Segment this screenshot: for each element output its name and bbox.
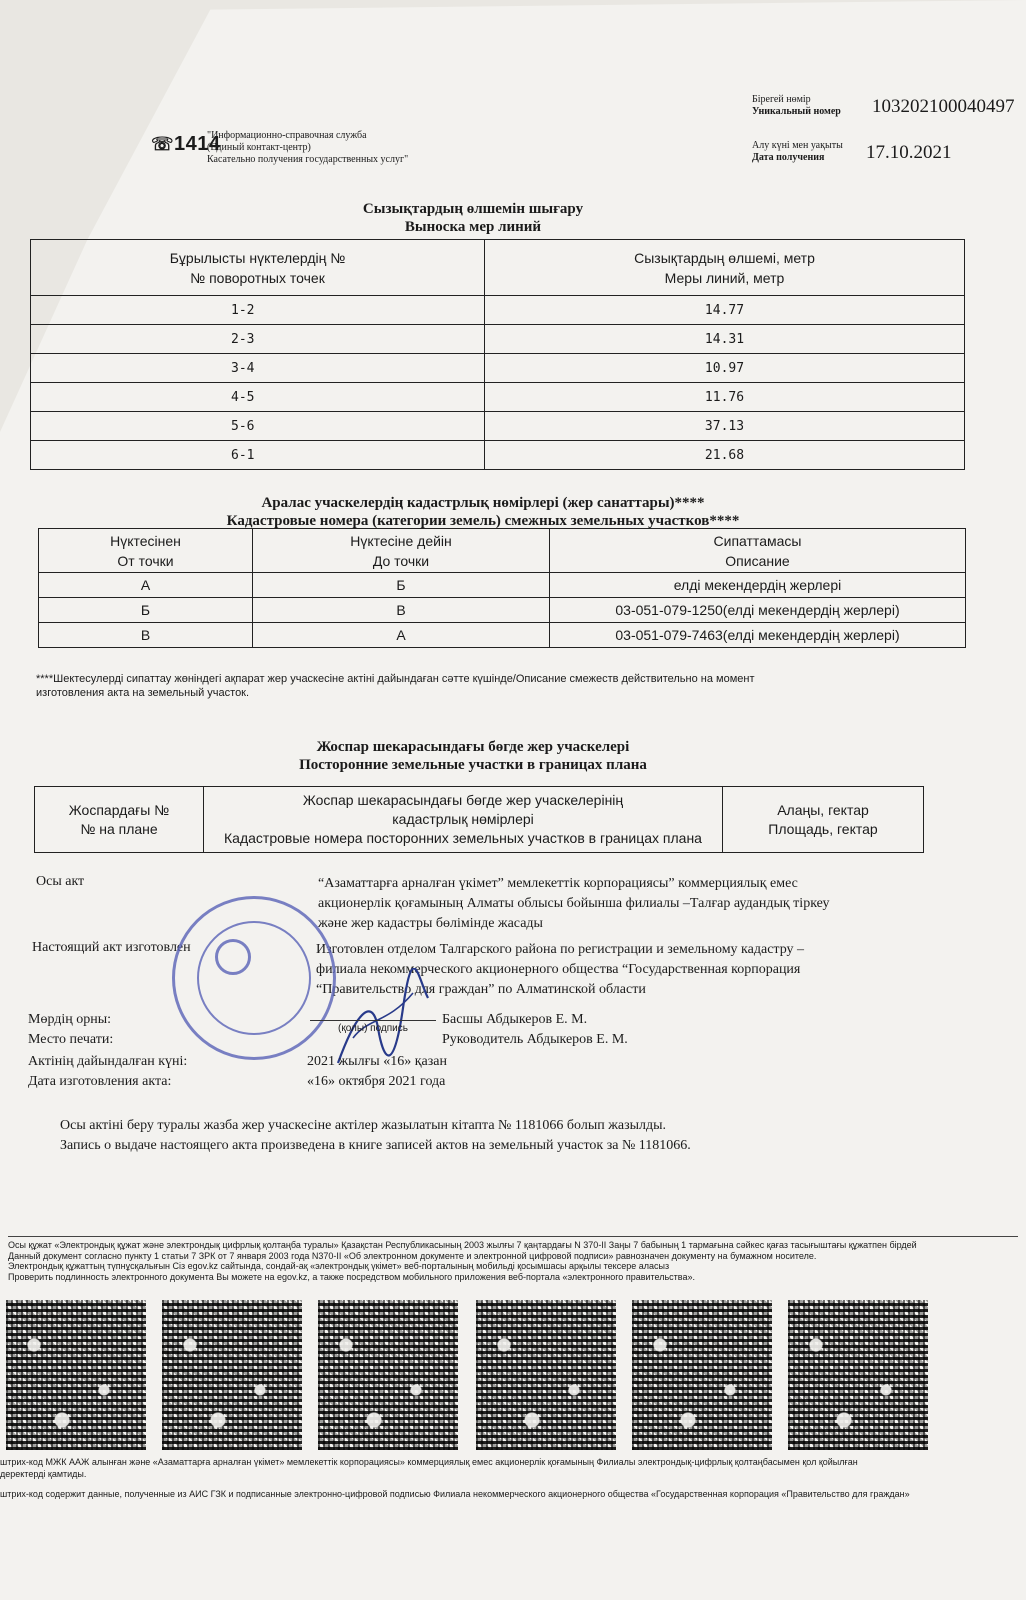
- act-label-kz: Осы акт: [36, 874, 85, 889]
- to-point-header: Нүктесіне дейін До точки: [253, 529, 550, 573]
- cadastral-numbers-header: Жоспар шекарасындағы бөгде жер учаскелерінің кадастрлық нөмірлері Кадастровые номера посторонних земельных участков в границах плана: [204, 787, 723, 853]
- act-label-ru: Настоящий акт изготовлен: [32, 940, 191, 955]
- contact-center-logo: ☏1414: [151, 133, 221, 155]
- table-row: 4-5 11.76: [31, 383, 965, 412]
- adjacent-parcels-table: [38, 528, 966, 648]
- qr-code: [6, 1300, 146, 1450]
- table-row: 1-2 14.77: [31, 296, 965, 325]
- act-date-value: 2021 жылғы «16» қазан «16» октября 2021 года: [307, 1054, 447, 1089]
- receipt-date-value: 17.10.2021: [866, 142, 952, 163]
- head-name: Басшы Абдыкеров Е. М. Руководитель Абдыкеров Е. М.: [442, 1012, 628, 1047]
- from-point-header: Нүктесінен От точки: [39, 529, 253, 573]
- foreign-parcels-table: [34, 786, 924, 853]
- plan-number-header: Жоспардағы № № на плане: [35, 787, 204, 853]
- service-description: "Информационно-справочная служба (Единый контакт-центр) Касательно получения государственных услуг": [207, 130, 409, 165]
- signature-line: [310, 1020, 436, 1021]
- points-column-header: Бұрылысты нүктелердің № № поворотных точек: [31, 240, 485, 296]
- foreign-section-title: Жоспар шекарасындағы бөгде жер учаскелері Посторонние земельные участки в границах плана: [299, 739, 647, 773]
- footer-legal-text: Осы құжат «Электрондық құжат және электрондық цифрлық қолтаңба туралы» Қазақстан Республикасының 2003 жылғы 7 қаңтардағы N 370-II Заңы 7 бабының 1 тармағына сәйкес қағаз тасығыштағы құжатпен бірдей Данный документ согласно пункту 1 статьи 7 ЗРК от 7 января 2003 года N370-II «Об электронном документе и электронной цифровой подписи» равнозначен документу на бумажном носителе. Электрондық құжаттың түпнұсқалығын Сіз egov.kz сайтында, сондай-ақ «электрондық үкімет» веб-порталының мобильді қосымшасы арқылы тексере аласыз Проверить подлинность электронного документа Вы можете на egov.kz, а также посредством мобильного приложения веб-портала «электронного правительства».: [8, 1240, 917, 1282]
- signature-caption: (қолы) подпись: [338, 1023, 408, 1034]
- area-header: Алаңы, гектар Площадь, гектар: [723, 787, 924, 853]
- table-row: Б В 03-051-079-1250(елді мекендердің жерлері): [39, 598, 966, 623]
- unique-number-value: 103202100040497: [872, 96, 1015, 117]
- qr-code: [632, 1300, 772, 1450]
- table-row: 6-1 21.68: [31, 441, 965, 470]
- table-row: 3-4 10.97: [31, 354, 965, 383]
- seal-place-label: Мөрдің орны: Место печати:: [28, 1012, 114, 1047]
- act-text-kz: “Азаматтарға арналған үкімет” мемлекеттік корпорациясы” коммерциялық емес акционерлік қоғамының Алматы облысы бойынша филиалы –Талғар аудандық тіркеу және жер кадастры бөлімінде жасады: [318, 876, 830, 931]
- barcode-note: штрих-код МЖК ААЖ алынған және «Азаматтарға арналған үкімет» мемлекеттік корпорациясы» коммерциялық емес акционерлік қоғамының Филиалы электрондық-цифрлық қолтаңбасымен қол қойылған деректерді қамтиды. штрих-код содержит данные, полученные из АИС ГЗК и подписанные электронно-цифровой подписью Филиала некоммерческого акционерного общества «Государственная корпорация «Правительство для граждан»: [0, 1457, 910, 1499]
- footer-divider: [8, 1236, 1018, 1237]
- act-date-label: Актінің дайындалған күні: Дата изготовления акта:: [28, 1054, 188, 1089]
- act-text-ru: Изготовлен отделом Талгарского района по регистрации и земельному кадастру – филиала некоммерческого акционерного общества “Государственная корпорация “Правительство для граждан” по Алматинской области: [316, 942, 805, 997]
- lines-section-title: Сызықтардың өлшемін шығару Выноска мер линий: [362, 201, 584, 235]
- record-note: Осы актіні беру туралы жазба жер учаскесіне актілер жазылатын кітапта № 1181066 болып жазылды. Запись о выдаче настоящего акта произведена в книге записей актов на земельный участок за № 1181066.: [60, 1118, 691, 1153]
- length-column-header: Сызықтардың өлшемі, метр Меры линий, метр: [485, 240, 965, 296]
- table-row: 5-6 37.13: [31, 412, 965, 441]
- qr-code: [788, 1300, 928, 1450]
- table-row: А Б елді мекендердің жерлері: [39, 573, 966, 598]
- qr-code: [318, 1300, 458, 1450]
- qr-code: [476, 1300, 616, 1450]
- line-measures-table: [30, 239, 965, 470]
- adjacent-section-title: Аралас учаскелердің кадастрлық нөмірлері (жер санаттары)**** Кадастровые номера (категории земель) смежных земельных участков****: [226, 495, 740, 529]
- official-seal: [172, 896, 336, 1060]
- table-row: 2-3 14.31: [31, 325, 965, 354]
- description-header: Сипаттамасы Описание: [550, 529, 966, 573]
- table-row: В А 03-051-079-7463(елді мекендердің жерлері): [39, 623, 966, 648]
- adjacency-note: ****Шектесулерді сипаттау жөніндегі ақпарат жер учаскесіне актіні дайындаған сәтте күшінде/Описание смежеств действительно на момент изготовления акта на земельный участок.: [36, 673, 755, 699]
- qr-code: [162, 1300, 302, 1450]
